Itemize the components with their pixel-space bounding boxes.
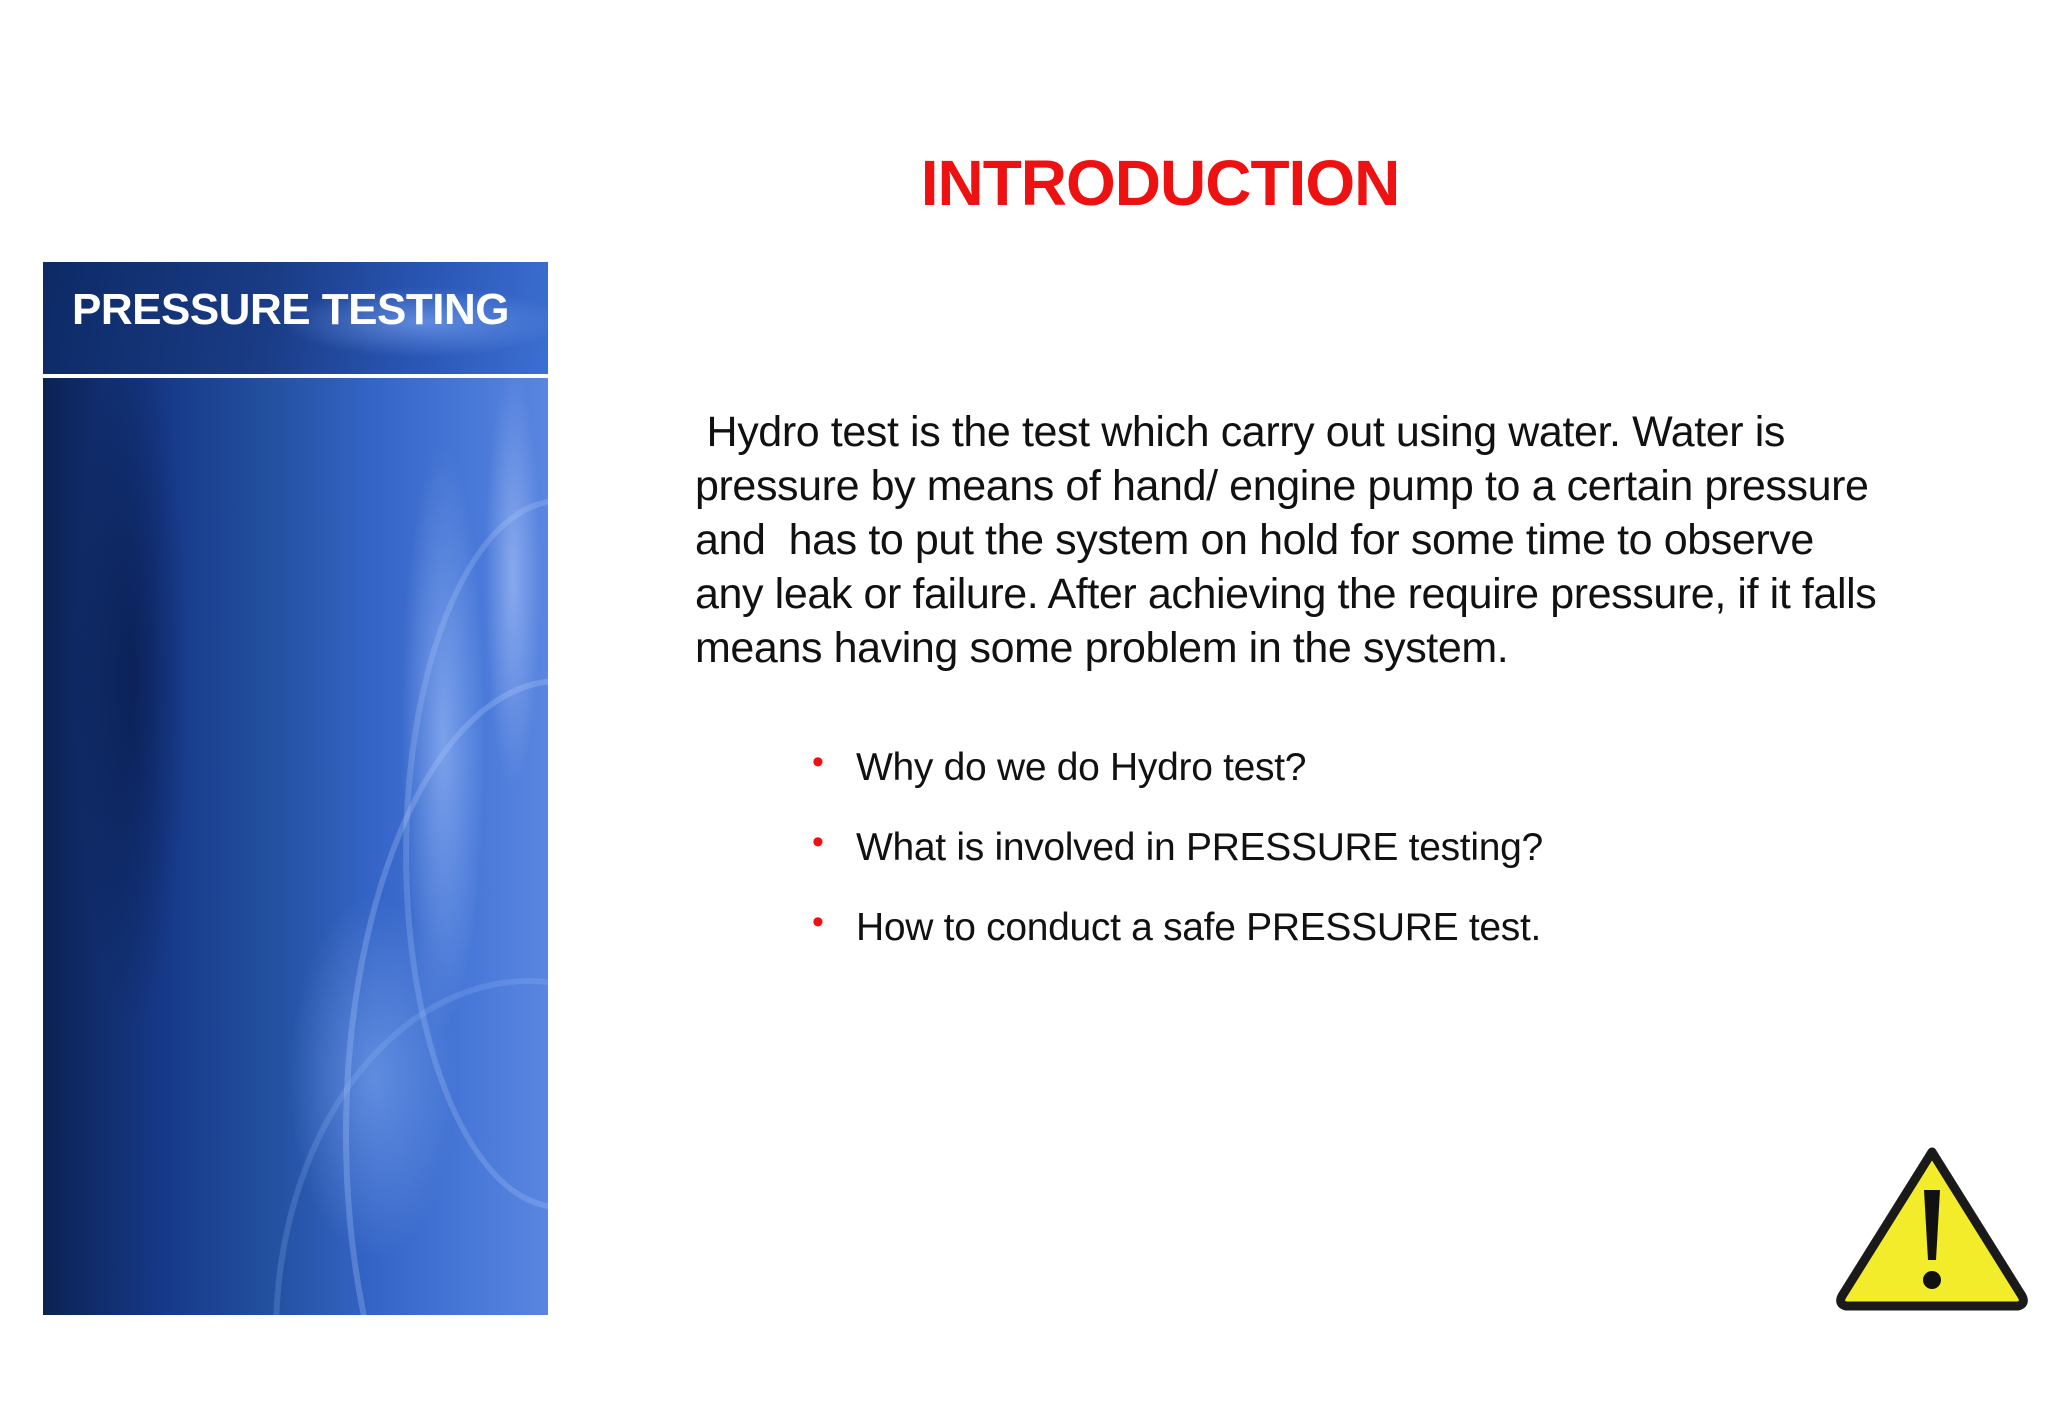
side-panel	[43, 262, 548, 1315]
side-panel-background	[43, 378, 548, 1315]
bullet-text: Why do we do Hydro test?	[856, 746, 1307, 789]
side-panel-header	[43, 262, 548, 374]
bullet-list	[695, 745, 2015, 951]
side-panel-label: PRESSURE TESTING	[72, 285, 509, 334]
bullet-dot-icon: •	[812, 743, 824, 781]
side-panel-wave	[273, 978, 548, 1315]
warning-triangle-svg	[1826, 1132, 2038, 1328]
content-area	[695, 405, 2015, 985]
slide-title: INTRODUCTION	[920, 147, 1400, 219]
bullet-item	[812, 825, 2015, 871]
intro-paragraph: Hydro test is the test which carry out using water. Water is pressure by means of hand/ engine pump to a certain pressure and has to put the system on hold for some time to observe any leak or failure. After achieving the require pressure, if it falls means having some problem in the system.	[695, 408, 1877, 672]
warning-triangle-icon	[1826, 1132, 2038, 1328]
bullet-text: What is involved in PRESSURE testing?	[856, 826, 1543, 869]
bullet-text: How to conduct a safe PRESSURE test.	[856, 906, 1542, 949]
bullet-item	[812, 745, 2015, 791]
bullet-dot-icon: •	[812, 823, 824, 861]
bullet-item	[812, 905, 2015, 951]
bullet-dot-icon: •	[812, 903, 824, 941]
